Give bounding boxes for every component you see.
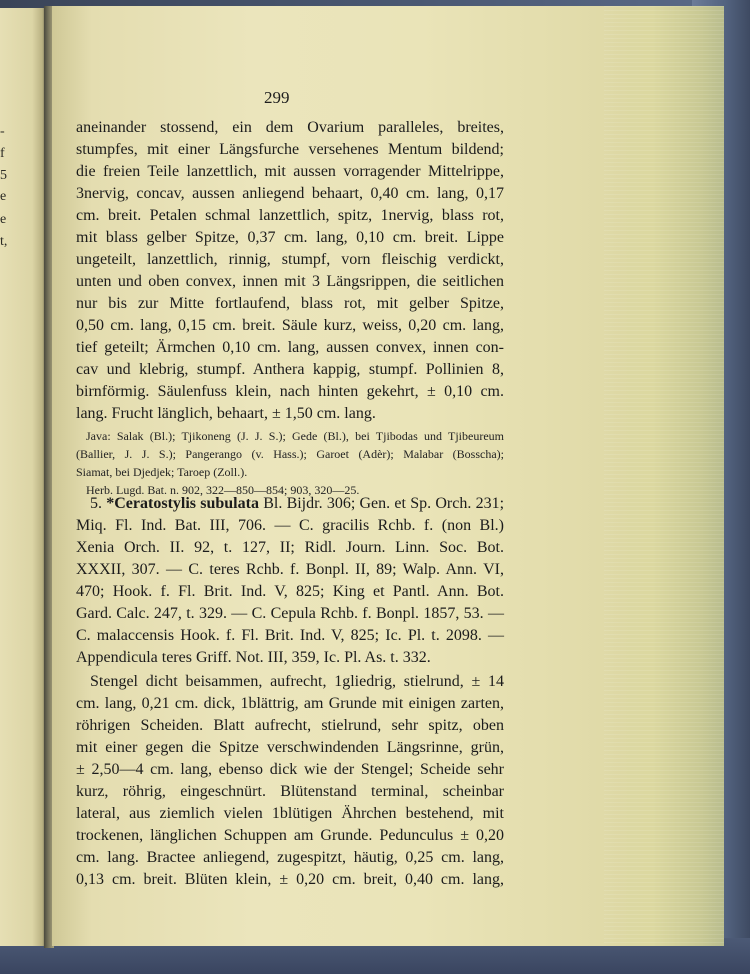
text-line: kurz, röhrig, eingeschnürt. Blütenstand terminal, scheinbar <box>76 783 504 800</box>
text-line: 0,50 cm. lang, 0,15 cm. breit. Säule kurz, weiss, 0,20 cm. lang, <box>76 317 504 334</box>
herbarium-line: Herb. Lugd. Bat. n. 902, 322—850—854; 903, 320—25. <box>86 483 360 497</box>
synonymy-line: Miq. Fl. Ind. Bat. III, 706. — C. gracilis Rchb. f. (non Bl.) <box>76 517 504 534</box>
text-line: ungeteilt, lanzettlich, rinnig, stumpf, vorn fleischig verdickt, <box>76 251 504 268</box>
page-edge-stack <box>604 6 724 946</box>
species-name: *Ceratostylis subulata <box>106 495 259 512</box>
text-line: cm. breit. Petalen schmal lanzettlich, spitz, 1nervig, blass rot, <box>76 207 504 224</box>
species-number: 5. <box>90 495 102 512</box>
text-line: cav und klebrig, stumpf. Anthera kappig, stumpf. Pollinien 8, <box>76 361 504 378</box>
left-page-fragment: - <box>0 124 5 139</box>
text-line: cm. lang, 0,21 cm. dick, 1blättrig, am Grunde mit einigen zarten, <box>76 695 504 712</box>
text-line: Stengel dicht beisammen, aufrecht, 1gliedrig, stielrund, ± 14 <box>90 673 504 690</box>
text-line: stumpfes, mit einer Längsfurche versehenes Mentum bildend; <box>76 141 504 158</box>
locality-line: Siamat, bei Djedjek; Taroep (Zoll.). <box>76 465 248 479</box>
left-page-fragment: e <box>0 212 7 227</box>
text-line: ± 2,50—4 cm. lang, ebenso dick wie der Stengel; Scheide sehr <box>76 761 504 778</box>
left-page-fragment: t, <box>0 234 8 249</box>
text-line: birnförmig. Säulenfuss klein, nach hinten gekehrt, ± 0,10 cm. <box>76 383 504 400</box>
synonymy-line: XXXII, 307. — C. teres Rchb. f. Bonpl. II, 89; Walp. Ann. VI, <box>76 561 504 578</box>
text-line: lateral, aus ziemlich vielen 1blütigen Ährchen bestehend, mit <box>76 805 504 822</box>
text-line: aneinander stossend, ein dem Ovarium paralleles, breites, <box>76 119 504 136</box>
text-line: mit einer gegen die Spitze verschwindenden Längsrinne, grün, <box>76 739 504 756</box>
text-line: 0,13 cm. breit. Blüten klein, ± 0,20 cm. breit, 0,40 cm. lang, <box>76 871 504 888</box>
synonymy-line: C. malaccensis Hook. f. Fl. Brit. Ind. V, 825; Ic. Pl. t. 2098. — <box>76 627 504 644</box>
text-line: lang. Frucht länglich, behaart, ± 1,50 cm. lang. <box>76 405 376 422</box>
left-page-fragment: f <box>0 146 5 161</box>
synonymy-line: 470; Hook. f. Fl. Brit. Ind. V, 825; King et Pantl. Ann. Bot. <box>76 583 504 600</box>
synonymy-line: Appendicula teres Griff. Not. III, 359, Ic. Pl. As. t. 332. <box>76 649 431 666</box>
text-line: die freien Teile lanzettlich, mit aussen vorragender Mittelrippe, <box>76 163 504 180</box>
locality-line: Java: Salak (Bl.); Tjikoneng (J. J. S.); Gede (Bl.), bei Tjibodas und Tjibeureum <box>86 429 504 443</box>
text-line: unten und oben convex, innen mit 3 Längsrippen, die seitlichen <box>76 273 504 290</box>
left-facing-page <box>0 8 46 946</box>
left-page-fragment: 5 <box>0 168 7 183</box>
text-line: cm. lang. Bractee anliegend, zugespitzt, häutig, 0,25 cm. lang, <box>76 849 504 866</box>
text-line: röhrigen Scheiden. Blatt aufrecht, stielrund, sehr spitz, oben <box>76 717 504 734</box>
text-line: trockenen, länglichen Schuppen am Grunde. Pedunculus ± 0,20 <box>76 827 504 844</box>
synonymy-line: Xenia Orch. II. 92, t. 127, II; Ridl. Journ. Linn. Soc. Bot. <box>76 539 504 556</box>
text-line: 3nervig, concav, aussen anliegend behaart, 0,40 cm. lang, 0,17 <box>76 185 504 202</box>
locality-line: (Ballier, J. J. S.); Pangerango (v. Hass.); Garoet (Adèr); Malabar (Bosscha); <box>76 447 504 461</box>
text-line: tief geteilt; Ärmchen 0,10 cm. lang, aussen convex, innen con- <box>76 339 504 356</box>
page-number: 299 <box>264 88 290 107</box>
text-line: mit blass gelber Spitze, 0,37 cm. lang, 0,10 cm. breit. Lippe <box>76 229 504 246</box>
left-page-fragment: e <box>0 189 7 204</box>
synonymy-line: Gard. Calc. 247, t. 329. — C. Cepula Rchb. f. Bonpl. 1857, 53. — <box>76 605 504 622</box>
synonymy-line: Bl. Bijdr. 306; Gen. et Sp. Orch. 231; <box>263 495 505 512</box>
text-line: nur bis zur Mitte fortlaufend, blass rot, mit gelber Spitze, <box>76 295 504 312</box>
species-heading <box>90 494 504 514</box>
